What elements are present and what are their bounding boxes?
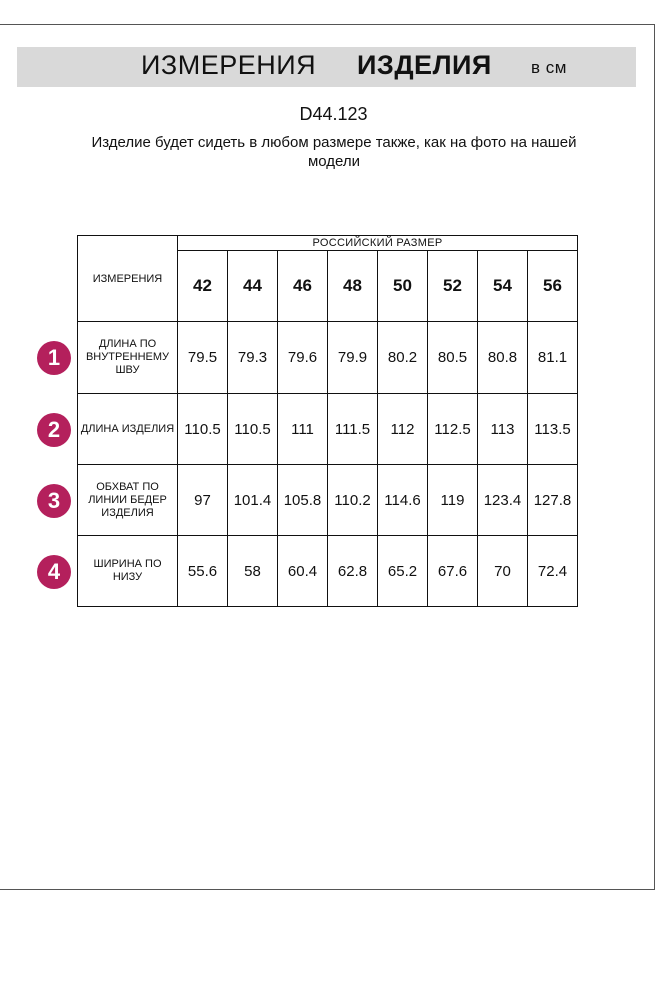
table-row [78, 394, 578, 465]
table-row [78, 322, 578, 394]
size-header: 54 [478, 251, 528, 322]
row-number-badge: 3 [37, 484, 71, 518]
size-header: 46 [278, 251, 328, 322]
table-cell: 110.5 [228, 394, 278, 465]
table-cell: 55.6 [178, 536, 228, 607]
row-label: ШИРИНА ПО НИЗУ [78, 536, 178, 607]
size-header: 48 [328, 251, 378, 322]
row-label: ОБХВАТ ПО ЛИНИИ БЕДЕР ИЗДЕЛИЯ [78, 465, 178, 536]
title-unit: в см [531, 58, 567, 77]
table-cell: 80.2 [378, 322, 428, 394]
table-cell: 114.6 [378, 465, 428, 536]
table-cell: 112 [378, 394, 428, 465]
title-measurements: ИЗМЕРЕНИЯ [141, 50, 317, 80]
size-header: 42 [178, 251, 228, 322]
table-cell: 97 [178, 465, 228, 536]
table-cell: 119 [428, 465, 478, 536]
product-code: D44.123 [299, 104, 368, 124]
table-cell: 65.2 [378, 536, 428, 607]
table-cell: 70 [478, 536, 528, 607]
row-number-badge: 1 [37, 341, 71, 375]
table-cell: 62.8 [328, 536, 378, 607]
table-cell: 80.5 [428, 322, 478, 394]
size-group-header: РОССИЙСКИЙ РАЗМЕР [178, 236, 578, 251]
table-cell: 113 [478, 394, 528, 465]
table-cell: 127.8 [528, 465, 578, 536]
table-cell: 111 [278, 394, 328, 465]
size-header: 56 [528, 251, 578, 322]
table-cell: 113.5 [528, 394, 578, 465]
table-cell: 79.9 [328, 322, 378, 394]
table-cell: 123.4 [478, 465, 528, 536]
table-cell: 79.3 [228, 322, 278, 394]
table-cell: 110.5 [178, 394, 228, 465]
row-number-badge: 4 [37, 555, 71, 589]
row-label: ДЛИНА ПО ВНУТРЕННЕМУ ШВУ [78, 322, 178, 394]
table-cell: 72.4 [528, 536, 578, 607]
size-header: 44 [228, 251, 278, 322]
table-cell: 112.5 [428, 394, 478, 465]
measurements-header: ИЗМЕРЕНИЯ [78, 236, 178, 322]
table-row [78, 536, 578, 607]
table-cell: 60.4 [278, 536, 328, 607]
table-cell: 105.8 [278, 465, 328, 536]
row-label: ДЛИНА ИЗДЕЛИЯ [78, 394, 178, 465]
table-cell: 111.5 [328, 394, 378, 465]
fit-note: Изделие будет сидеть в любом размере также, как на фото на нашей модели [91, 134, 577, 170]
size-header: 52 [428, 251, 478, 322]
table-cell: 79.6 [278, 322, 328, 394]
table-cell: 110.2 [328, 465, 378, 536]
title-banner [17, 47, 636, 87]
row-number-badge: 2 [37, 413, 71, 447]
table-cell: 101.4 [228, 465, 278, 536]
size-header: 50 [378, 251, 428, 322]
table-cell: 81.1 [528, 322, 578, 394]
size-table [77, 235, 578, 607]
title-product: ИЗДЕЛИЯ [357, 50, 492, 80]
table-cell: 67.6 [428, 536, 478, 607]
table-row [78, 465, 578, 536]
table-cell: 79.5 [178, 322, 228, 394]
table-cell: 58 [228, 536, 278, 607]
table-cell: 80.8 [478, 322, 528, 394]
